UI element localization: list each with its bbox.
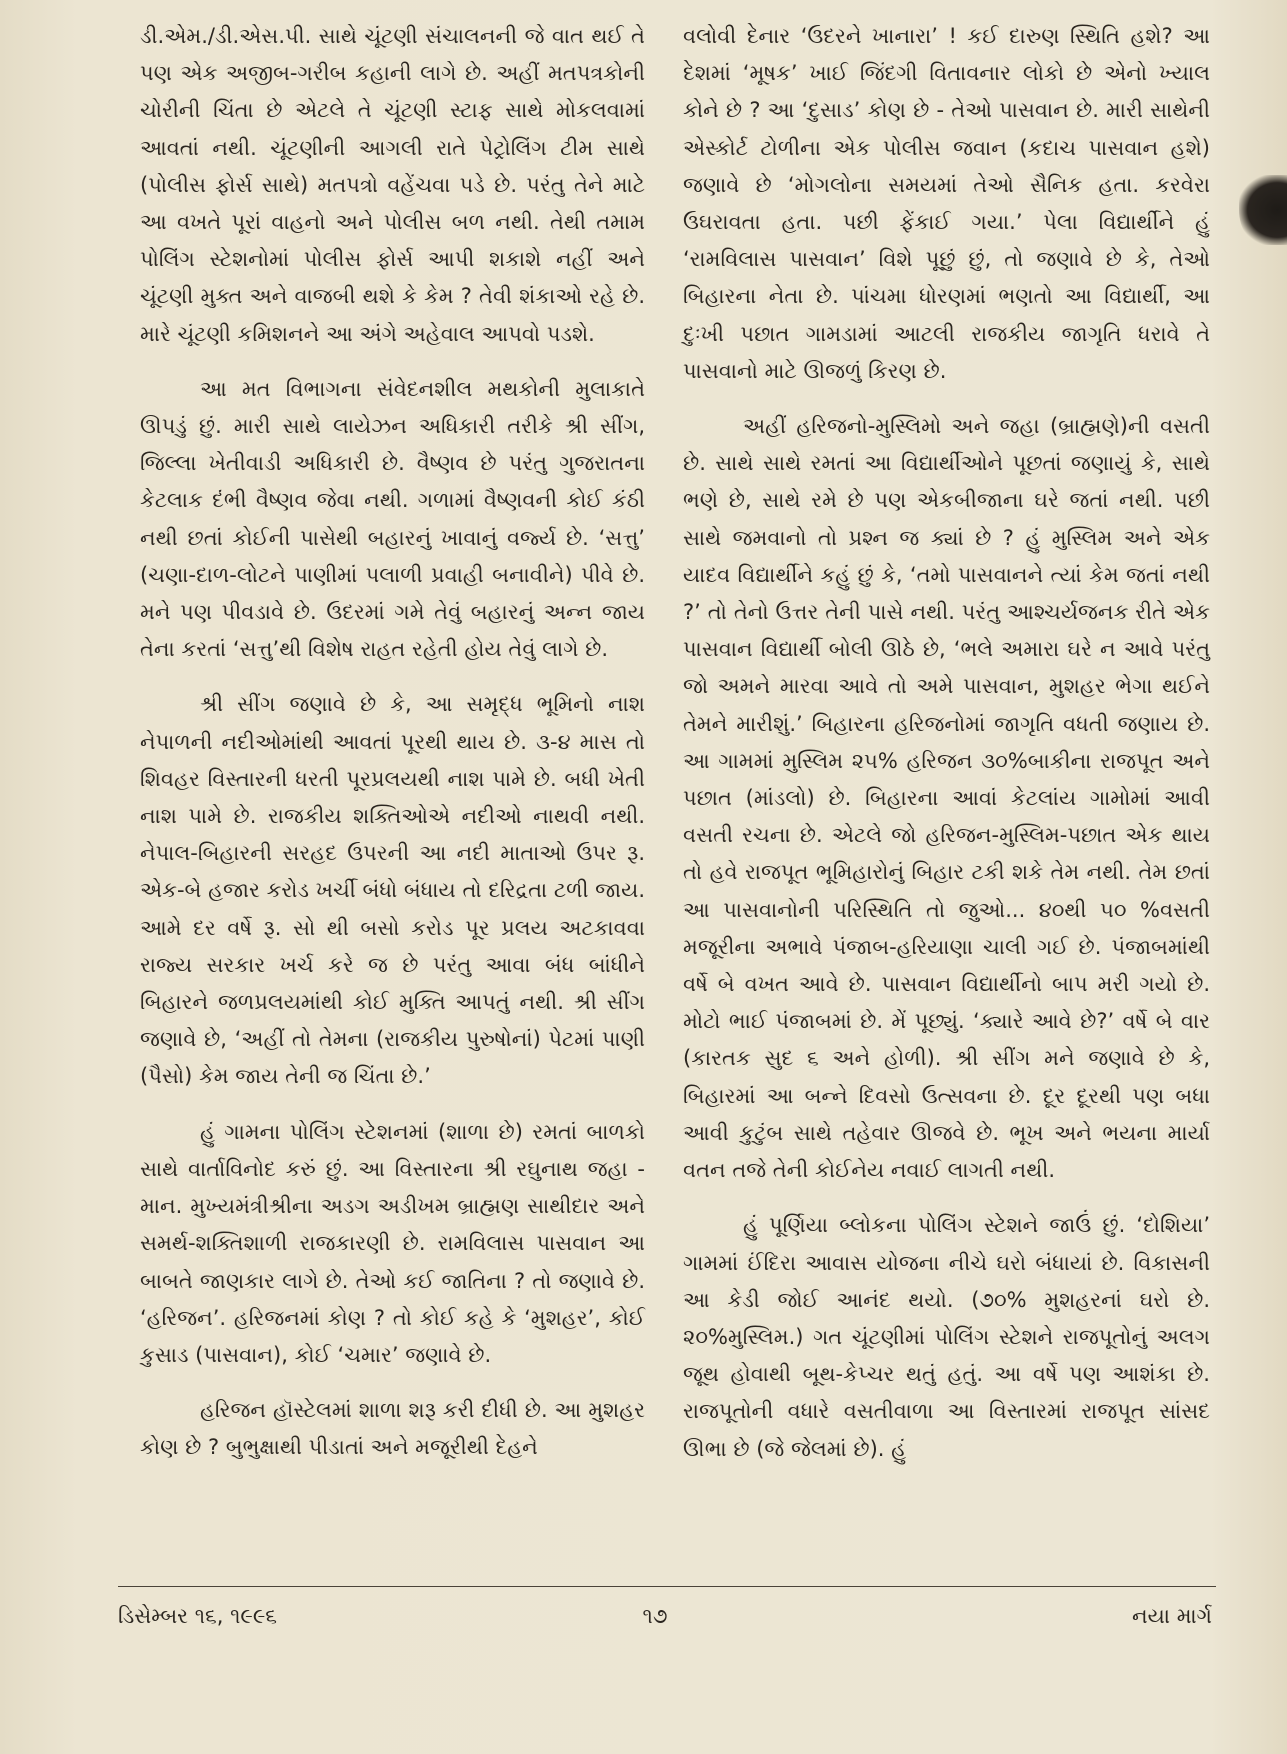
paragraph: હું ગામના પોલિંગ સ્ટેશનમાં (શાળા છે) રમતાં બાળકો સાથે વાર્તાવિનોદ કરું છું. આ વિસ્તારના શ્રી રઘુનાથ જહા - માન. મુખ્યમંત્રીશ્રીના અડગ અડીખમ બ્રાહ્મણ સાથીદાર અને સમર્થ-શક્તિશાળી રાજકારણી છે. રામવિલાસ પાસવાન આ બાબતે જાણકાર લાગે છે. તેઓ કઈ જાતિના ? તો જણાવે છે. ‘હરિજન’. હરિજનમાં કોણ ? તો કોઈ કહે કે ‘મુશહર’, કોઈ કુસાડ (પાસવાન), કોઈ ‘ચમાર’ જણાવે છે. [140, 1119, 645, 1367]
paragraph: હરિજન હૉસ્ટેલમાં શાળા શરૂ કરી દીધી છે. આ મુશહર કોણ છે ? બુભુક્ષાથી પીડાતાં અને મજૂરીથી દેહને [140, 1398, 645, 1460]
paragraph: અહીં હરિજનો-મુસ્લિમો અને જહા (બ્રાહ્મણે)ની વસતી છે. સાથે સાથે રમતાં આ વિદ્યાર્થીઓને પૂછતાં જણાયું કે, સાથે ભણે છે, સાથે રમે છે પણ એકબીજાના ઘરે જતાં નથી. પછી સાથે જમવાનો તો પ્રશ્ન જ ક્યાં છે ? હું મુસ્લિમ અને એક યાદવ વિદ્યાર્થીને કહું છું કે, ‘તમો પાસવાનને ત્યાં કેમ જતાં નથી ?’ તો તેનો ઉત્તર તેની પાસે નથી. પરંતુ આશ્ચર્યજનક રીતે એક પાસવાન વિદ્યાર્થી બોલી ઊઠે છે, ‘ભલે અમારા ઘરે ન આવે પરંતુ જો અમને મારવા આવે તો અમે પાસવાન, મુશહર ભેગા થઈને તેમને મારીશું.’ બિહારના હરિજનોમાં જાગૃતિ વધતી જણાય છે. આ ગામમાં મુસ્લિમ ૨૫% હરિજન ૩૦%બાકીના રાજપૂત અને પછાત (માંડલો) છે. બિહારના આવાં કેટલાંય ગામોમાં આવી વસતી રચના છે. એટલે જો હરિજન-મુસ્લિમ-પછાત એક થાય તો હવે રાજપૂત ભૂમિહારોનું બિહાર ટકી શકે તેમ નથી. તેમ છતાં આ પાસવાનોની પરિસ્થિતિ તો જુઓ... ૪૦થી ૫૦ %વસતી મજૂરીના અભાવે પંજાબ-હરિયાણા ચાલી ગઈ છે. પંજાબમાંથી વર્ષે બે વખત આવે છે. પાસવાન વિદ્યાર્થીનો બાપ મરી ગયો છે. મોટો ભાઈ પંજાબમાં છે. મેં પૂછ્યું. ‘ક્યારે આવે છે?’ વર્ષે બે વાર (કારતક સુદ ૬ અને હોળી). શ્રી સીંગ મને જણાવે છે કે, બિહારમાં આ બન્ને દિવસો ઉત્સવના છે. દૂર દૂરથી પણ બધા આવી કુટુંબ સાથે તહેવાર ઊજવે છે. ભૂખ અને ભયના માર્યા વતન તજે તેની કોઈનેય નવાઈ લાગતી નથી. [683, 414, 1210, 1183]
left-column [140, 18, 645, 1485]
ink-stain [1239, 175, 1287, 245]
footer-rule [118, 1586, 1216, 1587]
footer-date: ડિસેમ્બર ૧૬, ૧૯૯૬ [118, 1604, 278, 1628]
paragraph: ડી.એમ./ડી.એસ.પી. સાથે ચૂંટણી સંચાલનની જે વાત થઈ તે પણ એક અજીબ-ગરીબ કહાની લાગે છે. અહીં મતપત્રકોની ચોરીની ચિંતા છે એટલે તે ચૂંટણી સ્ટાફ સાથે મોકલવામાં આવતાં નથી. ચૂંટણીની આગલી રાતે પેટ્રોલિંગ ટીમ સાથે (પોલીસ ફોર્સ સાથે) મતપત્રો વહેંચવા પડે છે. પરંતુ તેને માટે આ વખતે પૂરાં વાહનો અને પોલીસ બળ નથી. તેથી તમામ પોલિંગ સ્ટેશનોમાં પોલીસ ફોર્સ આપી શકાશે નહીં અને ચૂંટણી મુક્ત અને વાજબી થશે કે કેમ ? તેવી શંકાઓ રહે છે. મારે ચૂંટણી કમિશનને આ અંગે અહેવાલ આપવો પડશે. [140, 24, 645, 346]
paragraph: શ્રી સીંગ જણાવે છે કે, આ સમૃદ્ધ ભૂમિનો નાશ નેપાળની નદીઓમાંથી આવતાં પૂરથી થાય છે. ૩-૪ માસ તો શિવહર વિસ્તારની ધરતી પૂરપ્રલયથી નાશ પામે છે. બધી ખેતી નાશ પામે છે. રાજકીય શક્તિઓએ નદીઓ નાથવી નથી. નેપાલ-બિહારની સરહદ ઉપરની આ નદી માતાઓ ઉપર રૂ. એક-બે હજાર કરોડ ખર્ચી બંધો બંધાય તો દરિદ્રતા ટળી જાય. આમે દર વર્ષે રૂ. સો થી બસો કરોડ પૂર પ્રલય અટકાવવા રાજ્ય સરકાર ખર્ચ કરે જ છે પરંતુ આવા બંધ બાંધીને બિહારને જળપ્રલયમાંથી કોઈ મુક્તિ આપતું નથી. શ્રી સીંગ જણાવે છે, ‘અહીં તો તેમના (રાજકીય પુરુષોનાં) પેટમાં પાણી (પૈસો) કેમ જાય તેની જ ચિંતા છે.’ [140, 692, 645, 1089]
paragraph: આ મત વિભાગના સંવેદનશીલ મથકોની મુલાકાતે ઊપડું છું. મારી સાથે લાયેઝન અધિકારી તરીકે શ્રી સીંગ, જિલ્લા ખેતીવાડી અધિકારી છે. વૈષ્ણવ છે પરંતુ ગુજરાતના કેટલાક દંભી વૈષ્ણવ જેવા નથી. ગળામાં વૈષ્ણવની કોઈ કંઠી નથી છતાં કોઈની પાસેથી બહારનું ખાવાનું વર્જ્ય છે. ‘સત્તુ’ (ચણા-દાળ-લોટને પાણીમાં પલાળી પ્રવાહી બનાવીને) પીવે છે. મને પણ પીવડાવે છે. ઉદરમાં ગમે તેવું બહારનું અન્ન જાય તેના કરતાં ‘સત્તુ’થી વિશેષ રાહત રહેતી હોય તેવું લાગે છે. [140, 376, 645, 662]
page-number: ૧૭ [642, 1604, 668, 1628]
right-column [683, 18, 1210, 1486]
paragraph: વલોવી દેનાર ‘ઉદરને ખાનારા’ ! કઈ દારુણ સ્થિતિ હશે? આ દેશમાં ‘મૂષક’ ખાઈ જિંદગી વિતાવનાર લોકો છે એનો ખ્યાલ કોને છે ? આ ‘દુસાડ’ કોણ છે - તેઓ પાસવાન છે. મારી સાથેની એસ્કોર્ટ ટોળીના એક પોલીસ જવાન (કદાચ પાસવાન હશે) જણાવે છે ‘મોગલોના સમયમાં તેઓ સૈનિક હતા. કરવેરા ઉઘરાવતા હતા. પછી ફેંકાઈ ગયા.’ પેલા વિદ્યાર્થીને હું ‘રામવિલાસ પાસવાન’ વિશે પૂછું છું, તો જણાવે છે કે, તેઓ બિહારના નેતા છે. પાંચમા ધોરણમાં ભણતો આ વિદ્યાર્થી, આ દુઃખી પછાત ગામડામાં આટલી રાજકીય જાગૃતિ ધરાવે તે પાસવાનો માટે ઊજળું કિરણ છે. [683, 24, 1210, 383]
publication-name: નયા માર્ગ [1132, 1604, 1212, 1628]
paragraph: હું પૂર્ણિયા બ્લોકના પોલિંગ સ્ટેશને જાઉં છું. ‘દોશિયા’ ગામમાં ઈંદિરા આવાસ યોજના નીચે ઘરો બંધાયાં છે. વિકાસની આ કેડી જોઈ આનંદ થયો. (૭૦% મુશહરનાં ઘરો છે. ૨૦%મુસ્લિમ.) ગત ચૂંટણીમાં પોલિંગ સ્ટેશને રાજપૂતોનું અલગ જૂથ હોવાથી બૂથ-કેપ્ચર થતું હતું. આ વર્ષે પણ આશંકા છે. રાજપૂતોની વધારે વસતીવાળા આ વિસ્તારમાં રાજપૂત સાંસદ ઊભા છે (જે જેલમાં છે). હું [683, 1213, 1210, 1461]
